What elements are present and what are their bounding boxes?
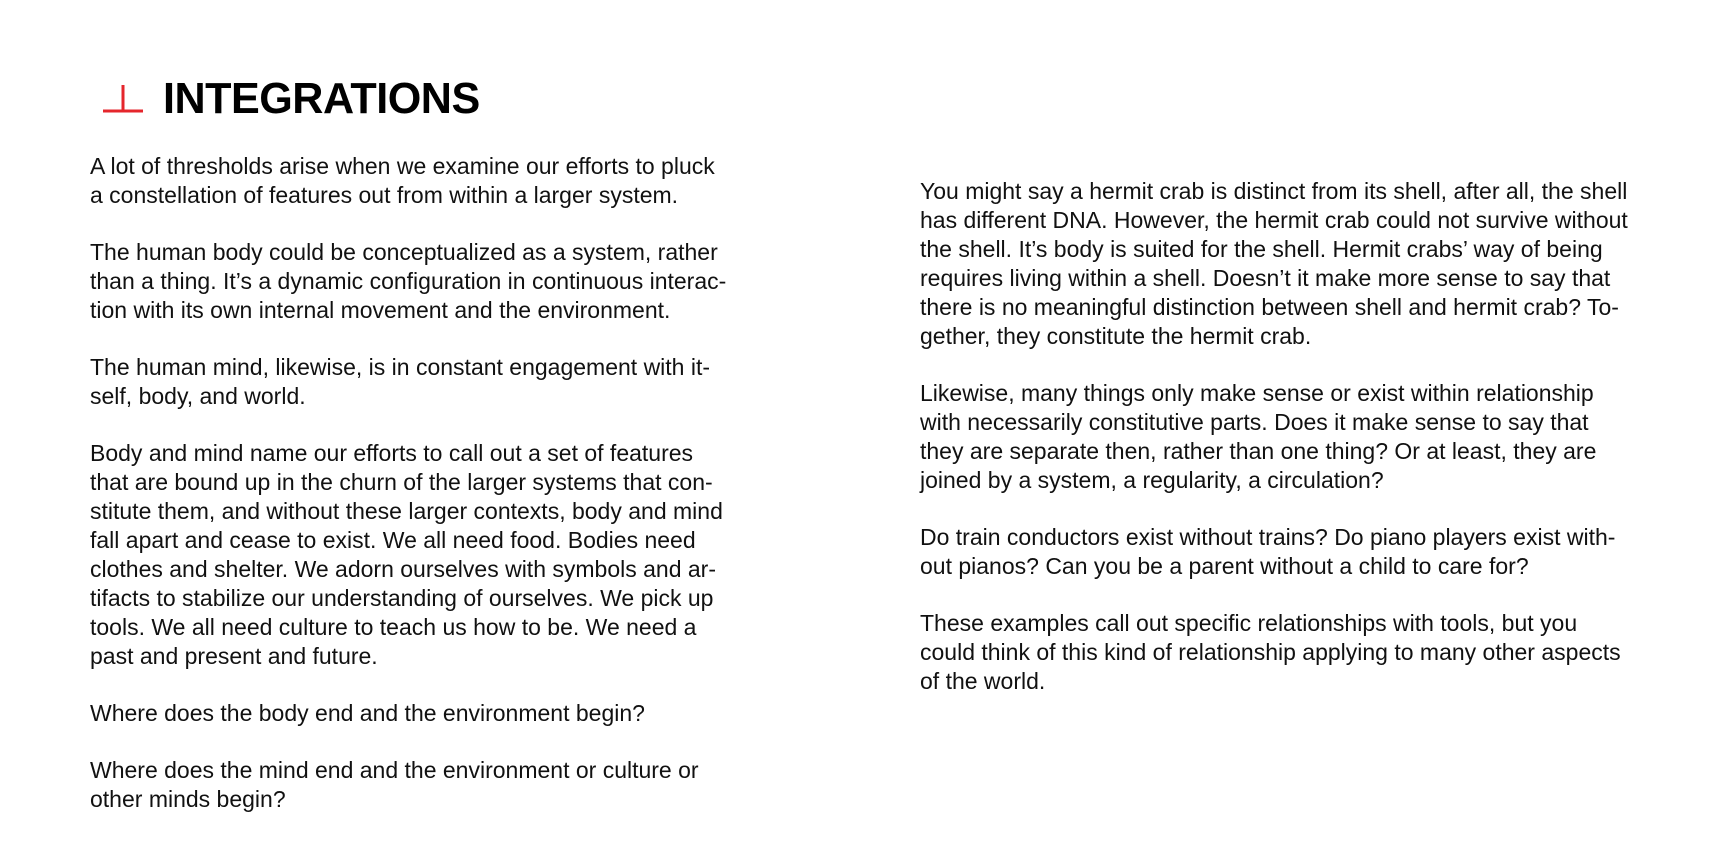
text-line: the shell. It’s body is suited for the shell. Hermit crabs’ way of being <box>920 236 1603 262</box>
text-line: tifacts to stabilize our understanding of ourselves. We pick up <box>90 585 714 611</box>
text-line: The human body could be conceptualized as a system, rather <box>90 239 718 265</box>
text-line: that are bound up in the churn of the larger systems that con- <box>90 469 713 495</box>
text-line: These examples call out specific relationships with tools, but you <box>920 610 1578 636</box>
text-line: A lot of thresholds arise when we examine our efforts to pluck <box>90 153 715 179</box>
text-line: The human mind, likewise, is in constant engagement with it- <box>90 354 711 380</box>
section-title: INTEGRATIONS <box>163 74 480 123</box>
paragraph <box>90 699 780 728</box>
paragraph <box>90 439 780 671</box>
text-line: requires living within a shell. Doesn’t it make more sense to say that <box>920 265 1611 291</box>
paragraph <box>90 238 780 325</box>
text-line: Where does the body end and the environment begin? <box>90 700 645 726</box>
text-line: with necessarily constitutive parts. Does it make sense to say that <box>920 409 1589 435</box>
text-line: Likewise, many things only make sense or exist within relationship <box>920 380 1594 406</box>
section-mark-icon <box>100 79 146 119</box>
paragraph <box>920 609 1680 696</box>
text-line: Where does the mind end and the environment or culture or <box>90 757 699 783</box>
text-line: there is no meaningful distinction between shell and hermit crab? To- <box>920 294 1619 320</box>
text-line: a constellation of features out from within a larger system. <box>90 182 679 208</box>
paragraph <box>920 177 1680 351</box>
text-line: gether, they constitute the hermit crab. <box>920 323 1312 349</box>
text-line: joined by a system, a regularity, a circulation? <box>920 467 1384 493</box>
text-line: other minds begin? <box>90 786 286 812</box>
text-line: out pianos? Can you be a parent without a child to care for? <box>920 553 1529 579</box>
paragraph <box>90 152 780 210</box>
section-header <box>100 74 486 124</box>
text-line: Do train conductors exist without trains? Do piano players exist with- <box>920 524 1616 550</box>
text-line: Body and mind name our efforts to call out a set of features <box>90 440 694 466</box>
text-line: has different DNA. However, the hermit crab could not survive without <box>920 207 1628 233</box>
text-line: tools. We all need culture to teach us how to be. We need a <box>90 614 697 640</box>
paragraph <box>920 523 1680 581</box>
right-text-column <box>920 177 1680 724</box>
text-line: than a thing. It’s a dynamic configuration in continuous interac- <box>90 268 727 294</box>
text-line: clothes and shelter. We adorn ourselves with symbols and ar- <box>90 556 716 582</box>
text-line: past and present and future. <box>90 643 378 669</box>
text-line: tion with its own internal movement and the environment. <box>90 297 671 323</box>
text-line: fall apart and cease to exist. We all need food. Bodies need <box>90 527 696 553</box>
left-text-column <box>90 152 780 842</box>
paragraph <box>920 379 1680 495</box>
text-line: of the world. <box>920 668 1046 694</box>
text-line: they are separate then, rather than one thing? Or at least, they are <box>920 438 1597 464</box>
text-line: You might say a hermit crab is distinct from its shell, after all, the shell <box>920 178 1628 204</box>
paragraph <box>90 756 780 814</box>
paragraph <box>90 353 780 411</box>
text-line: self, body, and world. <box>90 383 306 409</box>
text-line: stitute them, and without these larger contexts, body and mind <box>90 498 723 524</box>
text-line: could think of this kind of relationship applying to many other aspects <box>920 639 1621 665</box>
